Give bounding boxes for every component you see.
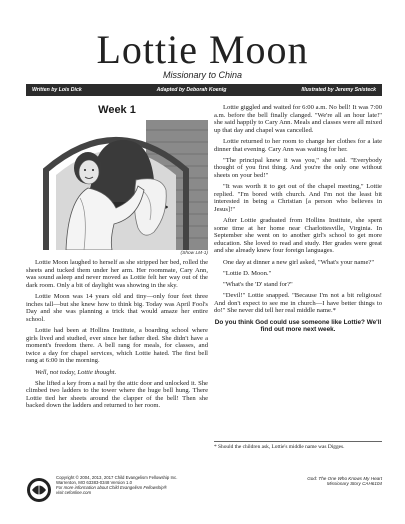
story-paragraph: "The principal knew it was you," she said. "Everybody thought of you first thing. And you're the only one without sheets on your bed!": [214, 156, 382, 179]
story-paragraph: Lottie giggled and waited for 6:00 a.m. No bell! It was 7:00 a.m. before the bell finally clanged. "We're all an hour late!" she said happily to Cary Ann. Meals and classes were all mixed up that day and chapel was cancelled.: [214, 104, 382, 134]
adapted-by: Adapted by Deborah Koenig: [156, 87, 227, 93]
story-paragraph: One day at dinner a new girl asked, "What's your name?": [223, 258, 375, 266]
illustration-caption: (Show LM-1): [180, 251, 208, 256]
story-paragraph: Lottie had been at Hollins Institute, a boarding school where girls lived and studied, ever since her father died. She didn't have a moment's freedom there. A bell rang for meals, for classes, and twice a day for chapel services, which Lottie hated. The first bell rang at 6:00 in the morning.: [26, 326, 208, 365]
copyright-block: [56, 475, 226, 495]
credits-bar: [26, 84, 382, 96]
page-subtitle: Missionary to China: [162, 70, 243, 80]
week-heading: Week 1: [98, 104, 136, 116]
cef-globe-logo-icon: [26, 477, 52, 503]
story-paragraph: "Devil!" Lottie snapped. "Because I'm not a bit religious! And don't expect to see me in church—I have better things to do!" She never did tell her real middle name.*: [214, 292, 382, 315]
page-title: Lottie Moon: [96, 27, 309, 72]
discussion-question: Do you think God could use someone like Lottie? We'll find out more next week.: [214, 318, 382, 333]
story-paragraph: She lifted a key from a nail by the attic door and unlocked it. She climbed two ladders to the tower where the huge bell hung. There Lottie tied her sheets around the clapper of the bell! Then she backed down the ladders and returned to her room.: [26, 379, 208, 410]
footnote: * Should the children ask, Lottie's middle name was Digges.: [214, 444, 345, 450]
story-paragraph: Well, not today, Lottie thought.: [35, 368, 117, 376]
story-paragraph: Lottie returned to her room to change her clothes for a late dinner that evening. Cary Ann was waiting for her.: [214, 137, 382, 153]
story-illustration: [26, 120, 208, 250]
footnote-divider: [214, 441, 382, 442]
story-code: Missionary Story CAH6104: [326, 481, 382, 487]
illustrated-by: Illustrated by Jeremy Snisteck: [301, 87, 376, 93]
story-paragraph: "What's the 'D' stand for?": [223, 281, 293, 289]
story-paragraph: After Lottie graduated from Hollins Institute, she spent some time at her home near Charlottesville, Virginia. In September she went on to another girl's school to get more education. She loved to read and study. Her grades were great and she already knew four foreign languages.: [214, 217, 382, 255]
copyright-line: Copyright © 2004, 2013, 2017 Child Evangelism Fellowship Inc.: [56, 475, 178, 480]
story-paragraph: Lottie Moon was 14 years old and tiny—only four feet three inches tall—but she knew how to think big. Today was April Fool's Day and she was planning a trick that would amaze her entire school.: [26, 292, 208, 323]
story-paragraph: Lottie Moon laughed to herself as she stripped her bed, rolled the sheets and tucked them under her arm. Her roommate, Cary Ann, was sound asleep and never moved as Lottie felt her way out of the dark room. Only a bit of daylight was showing in the sky.: [26, 259, 208, 289]
copyright-line: Warrenton, MO 63383-0348 Version 1.0: [56, 480, 133, 485]
written-by: Written by Lois Dick: [32, 87, 82, 93]
story-paragraph: "It was worth it to get out of the chapel meeting," Lottie replied. "I'm bored with church. And I'm not the least bit interested in being a Christian [a person who believes in Jesus]!": [214, 183, 382, 213]
right-column: [214, 104, 382, 337]
copyright-line: For more information about Child Evangelism Fellowship®: [56, 485, 167, 490]
website-link[interactable]: visit cefonline.com: [56, 490, 92, 495]
story-paragraph: "Lottie D. Moon.": [223, 269, 272, 277]
left-column: [26, 259, 208, 414]
story-reference: [240, 476, 382, 487]
story-series: God: The One Who Knows My Heart: [307, 476, 382, 481]
